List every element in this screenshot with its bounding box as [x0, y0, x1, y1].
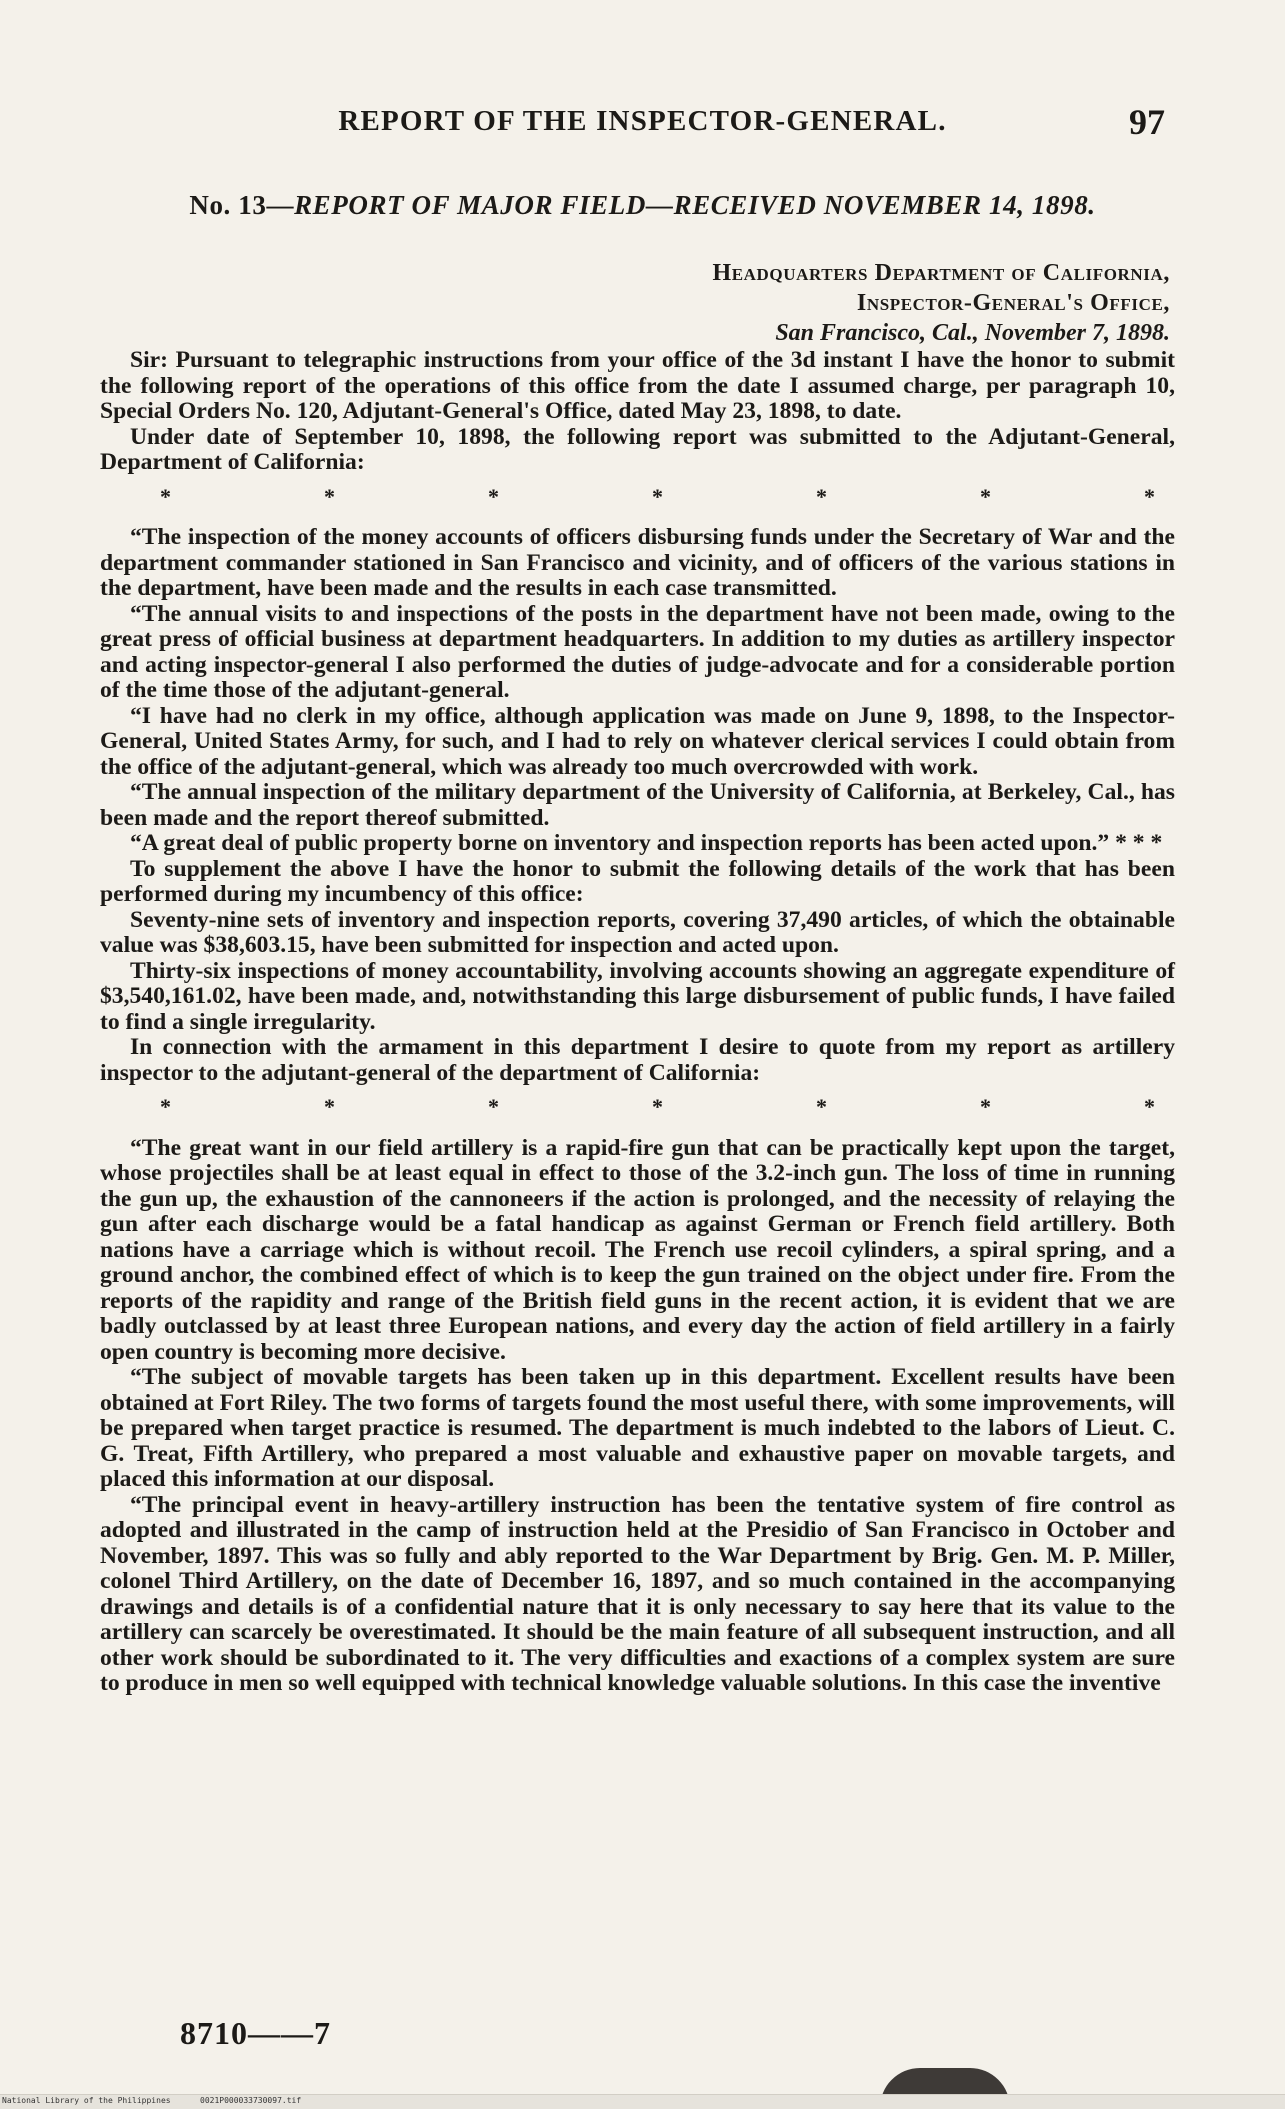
paragraph: “The principal event in heavy-artillery instruction has been the tentative system of fire control as adopted and illustrated in the camp of instruction held at the Presidio of San Francisco in October and November, 1897. This was so fully and ably reported to the War Department by Brig. Gen. M. P. Miller, colonel Third Artillery, on the date of December 16, 1897, and so much contained in the accompanying drawings and details is of a confidential nature that it is only necessary to say here that its value to the artillery can scarcely be overestimated. It should be the main feature of all subsequent instruction, and all other work should be subordinated to it. The very difficulties and exactions of a complex system are sure to produce in men so well equipped with technical knowledge valuable solutions. In this case the inventive — [100, 1491, 1175, 1696]
star: * — [324, 1094, 335, 1119]
paragraph: “The great want in our field artillery is a rapid-fire gun that can be practically kept upon the target, whose projectiles shall be at least equal in effect to those of the 3.2-inch gun. The loss of time in running the gun up, the exhaustion of the cannoneers if the action is prolonged, and the necessity of relaying the gun after each discharge would be a fatal handicap as against German or French field artillery. Both nations have a carriage which is without recoil. The French use recoil cylinders, a spiral spring, and a ground anchor, the combined effect of which is to keep the gun trained on the object under fire. From the reports of the rapidity and range of the British field guns in the recent action, it is evident that we are badly outclassed by at least three European nations, and every day the action of field artillery in a fairly open country is becoming more decisive. — [100, 1134, 1175, 1365]
paragraph: “I have had no clerk in my office, although application was made on June 9, 1898, to the Inspector-General, United States Army, for such, and I had to rely on whatever clerical services I could obtain from the office of the adjutant-general, which was already too much overcrowded with work. — [100, 702, 1175, 780]
heading-line-2: Inspector-General's Office, — [856, 290, 1170, 316]
ellipsis-stars — [100, 484, 1175, 510]
letter-heading — [712, 258, 1170, 348]
paragraph: Sir: Pursuant to telegraphic instructions from your office of the 3d instant I have the honor to submit the following report of the operations of this office from the date I assumed charge, per paragraph 10, Special Orders No. 120, Adjutant-General's Office, dated May 23, 1898, to date. — [100, 347, 1175, 424]
star: * — [160, 1094, 171, 1119]
star: * — [980, 1094, 991, 1119]
star: * — [1144, 1094, 1155, 1119]
star: * — [816, 1094, 827, 1119]
paragraph: “The annual inspection of the military department of the University of California, at Berkeley, Cal., has been made and the report thereof submitted. — [100, 779, 1175, 831]
star: * — [816, 483, 827, 509]
star: * — [1144, 483, 1155, 509]
paragraph: Seventy-nine sets of inventory and inspection reports, covering 37,490 articles, of which the obtainable value was $38,603.15, have been submitted for inspection and acted upon. — [100, 906, 1175, 958]
paragraph: “The annual visits to and inspections of the posts in the department have not been made, owing to the great press of official business at department headquarters. In addition to my duties as artillery inspector and acting inspector-general I also performed the duties of judge-advocate and for a considerable portion of the time those of the adjutant-general. — [100, 600, 1175, 703]
star: * — [652, 1094, 663, 1119]
page-number: 97 — [1129, 102, 1165, 142]
footer-library-label: National Library of the Philippines — [2, 2096, 171, 2105]
paragraph: “The inspection of the money accounts of officers disbursing funds under the Secretary of War and the department commander stationed in San Francisco and vicinity, and of officers of the various stations in the department, have been made and the results in each case transmitted. — [100, 524, 1175, 601]
footer-file-label: 0021P000033730097.tif — [200, 2096, 302, 2105]
heading-line-1: Headquarters Department of California, — [712, 260, 1170, 286]
star: * — [980, 483, 991, 509]
star: * — [488, 483, 499, 509]
running-head — [100, 102, 1185, 145]
star: * — [652, 483, 663, 509]
star: * — [324, 483, 335, 509]
report-title-text: REPORT OF MAJOR FIELD—RECEIVED NOVEMBER 14, 1898. — [294, 190, 1096, 220]
paragraph: “The subject of movable targets has been taken up in this department. Excellent results have been obtained at Fort Riley. The two forms of targets found the most useful there, with some improvements, will be prepared when target practice is resumed. The department is much indebted to the labors of Lieut. C. G. Treat, Fifth Artillery, who prepared a most valuable and exhaustive paper on movable targets, and placed this information at our disposal. — [100, 1364, 1175, 1492]
paragraph: To supplement the above I have the honor to submit the following details of the work that has been performed during my incumbency of this office: — [100, 855, 1175, 907]
report-title — [100, 190, 1185, 221]
running-title: REPORT OF THE INSPECTOR-GENERAL. — [338, 105, 947, 137]
paragraph: In connection with the armament in this department I desire to quote from my report as artillery inspector to the adjutant-general of the department of California: — [100, 1034, 1175, 1086]
ellipsis-stars — [100, 1094, 1175, 1120]
paragraph: “A great deal of public property borne on inventory and inspection reports has been acted upon.” * * * — [130, 830, 1163, 856]
paragraph: Thirty-six inspections of money accountability, involving accounts showing an aggregate expenditure of $3,540,161.02, have been made, and, notwithstanding this large disbursement of public funds, I have failed to find a single irregularity. — [100, 957, 1175, 1035]
star: * — [160, 483, 171, 509]
heading-line-3: San Francisco, Cal., November 7, 1898. — [775, 320, 1170, 346]
paragraph: Under date of September 10, 1898, the following report was submitted to the Adjutant-General, Department of California: — [100, 423, 1175, 475]
footer-strip — [0, 2094, 1285, 2109]
signature-code: 8710——7 — [180, 2015, 331, 2051]
body-text — [100, 348, 1175, 1697]
report-number: No. 13— — [189, 190, 295, 220]
star: * — [488, 1094, 499, 1119]
